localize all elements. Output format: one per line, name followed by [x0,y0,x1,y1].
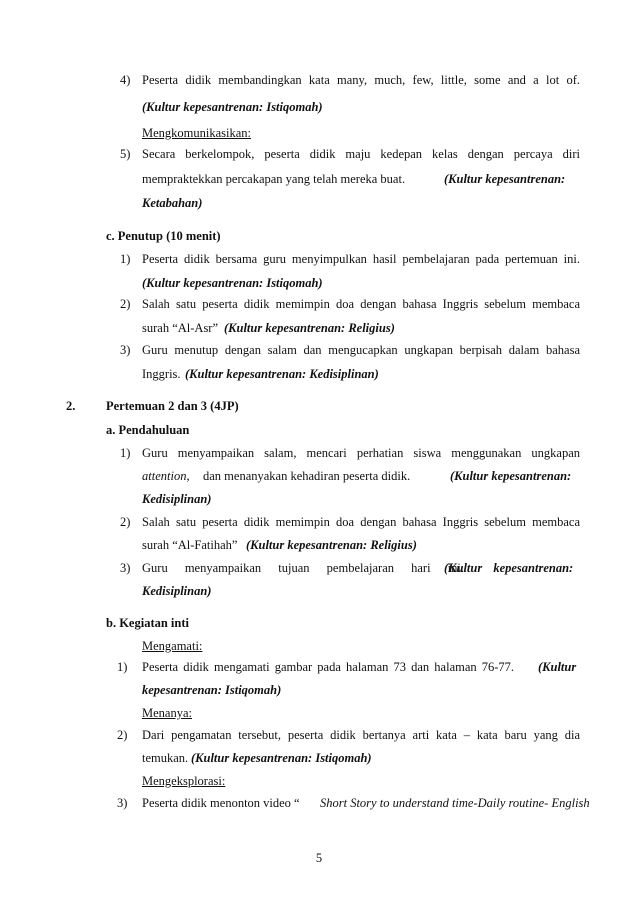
list-item-text: Salah satu peserta didik memimpin doa dengan bahasa Inggris sebelum membaca [142,515,580,529]
list-item-text: surah “Al-Fatihah” [142,538,238,552]
list-item-text: Secara berkelompok, peserta didik maju kedepan kelas dengan percaya diri [142,147,580,161]
activity-heading: Menanya: [142,706,192,720]
list-number: 3) [120,343,131,357]
list-item-text: Short Story to understand time-Daily routine- English [320,796,590,810]
list-number: 2) [120,515,131,529]
list-item-text: temukan. [142,751,189,765]
list-item-text: mempraktekkan percakapan yang telah mereka buat. [142,172,406,186]
list-item-text: Peserta didik menonton video “ [142,796,300,810]
activity-heading: Mengamati: [142,639,203,653]
culture-note: (Kultur kepesantrenan: [444,561,574,575]
list-item-text: Salah satu peserta didik memimpin doa dengan bahasa Inggris sebelum membaca [142,297,580,311]
culture-note: Ketabahan) [142,196,203,210]
culture-note: Kedisiplinan) [142,492,212,506]
list-item-text: Guru menutup dengan salam dan mengucapkan ungkapan berpisah dalam bahasa [142,343,580,357]
culture-note: Kedisiplinan) [142,584,212,598]
list-number: 4) [120,73,131,87]
list-number: 5) [120,147,131,161]
list-item-text: Inggris. [142,367,181,381]
list-number: 3) [117,796,128,810]
activity-heading: Mengeksplorasi: [142,774,226,788]
list-item-text: Peserta didik membandingkan kata many, much, few, little, some and a lot of. [142,73,580,87]
list-item-text: Guru menyampaikan tujuan pembelajaran hari ini. [142,561,464,575]
culture-note: (Kultur kepesantrenan: [444,172,566,186]
list-number: 1) [120,446,131,460]
list-number: 1) [117,660,128,674]
activity-heading: Mengkomunikasikan: [142,126,252,140]
section-heading: Pertemuan 2 dan 3 (4JP) [106,399,239,413]
culture-note: (Kultur kepesantrenan: Istiqomah) [142,276,323,290]
culture-note: (Kultur kepesantrenan: [450,469,572,483]
list-item-text: attention, [142,469,190,483]
list-item-text: Peserta didik mengamati gambar pada halaman 73 dan halaman 76-77. [142,660,515,674]
list-item-text: dan menanyakan kehadiran peserta didik. [203,469,411,483]
list-item-text: Dari pengamatan tersebut, peserta didik bertanya arti kata – kata baru yang dia [142,728,580,742]
list-number: 1) [120,252,131,266]
list-item-text: surah “Al-Asr” [142,321,219,335]
culture-note: (Kultur kepesantrenan: Kedisiplinan) [185,367,379,381]
culture-note: (Kultur kepesantrenan: Istiqomah) [191,751,372,765]
culture-note: (Kultur [538,660,577,674]
culture-note: (Kultur kepesantrenan: Religius) [224,321,395,335]
list-number: 3) [120,561,131,575]
culture-note: (Kultur kepesantrenan: Religius) [246,538,417,552]
list-number: 2) [120,297,131,311]
culture-note: (Kultur kepesantrenan: Istiqomah) [142,100,323,114]
section-number: 2. [66,399,76,413]
page-number: 5 [315,851,323,865]
list-item-text: Peserta didik bersama guru menyimpulkan hasil pembelajaran pada pertemuan ini. [142,252,580,266]
subsection-heading: b. Kegiatan inti [106,616,189,630]
list-item-text: Guru menyampaikan salam, mencari perhatian siswa menggunakan ungkapan [142,446,580,460]
culture-note: kepesantrenan: Istiqomah) [142,683,282,697]
section-heading: c. Penutup (10 menit) [106,229,221,243]
subsection-heading: a. Pendahuluan [106,423,190,437]
list-number: 2) [117,728,128,742]
